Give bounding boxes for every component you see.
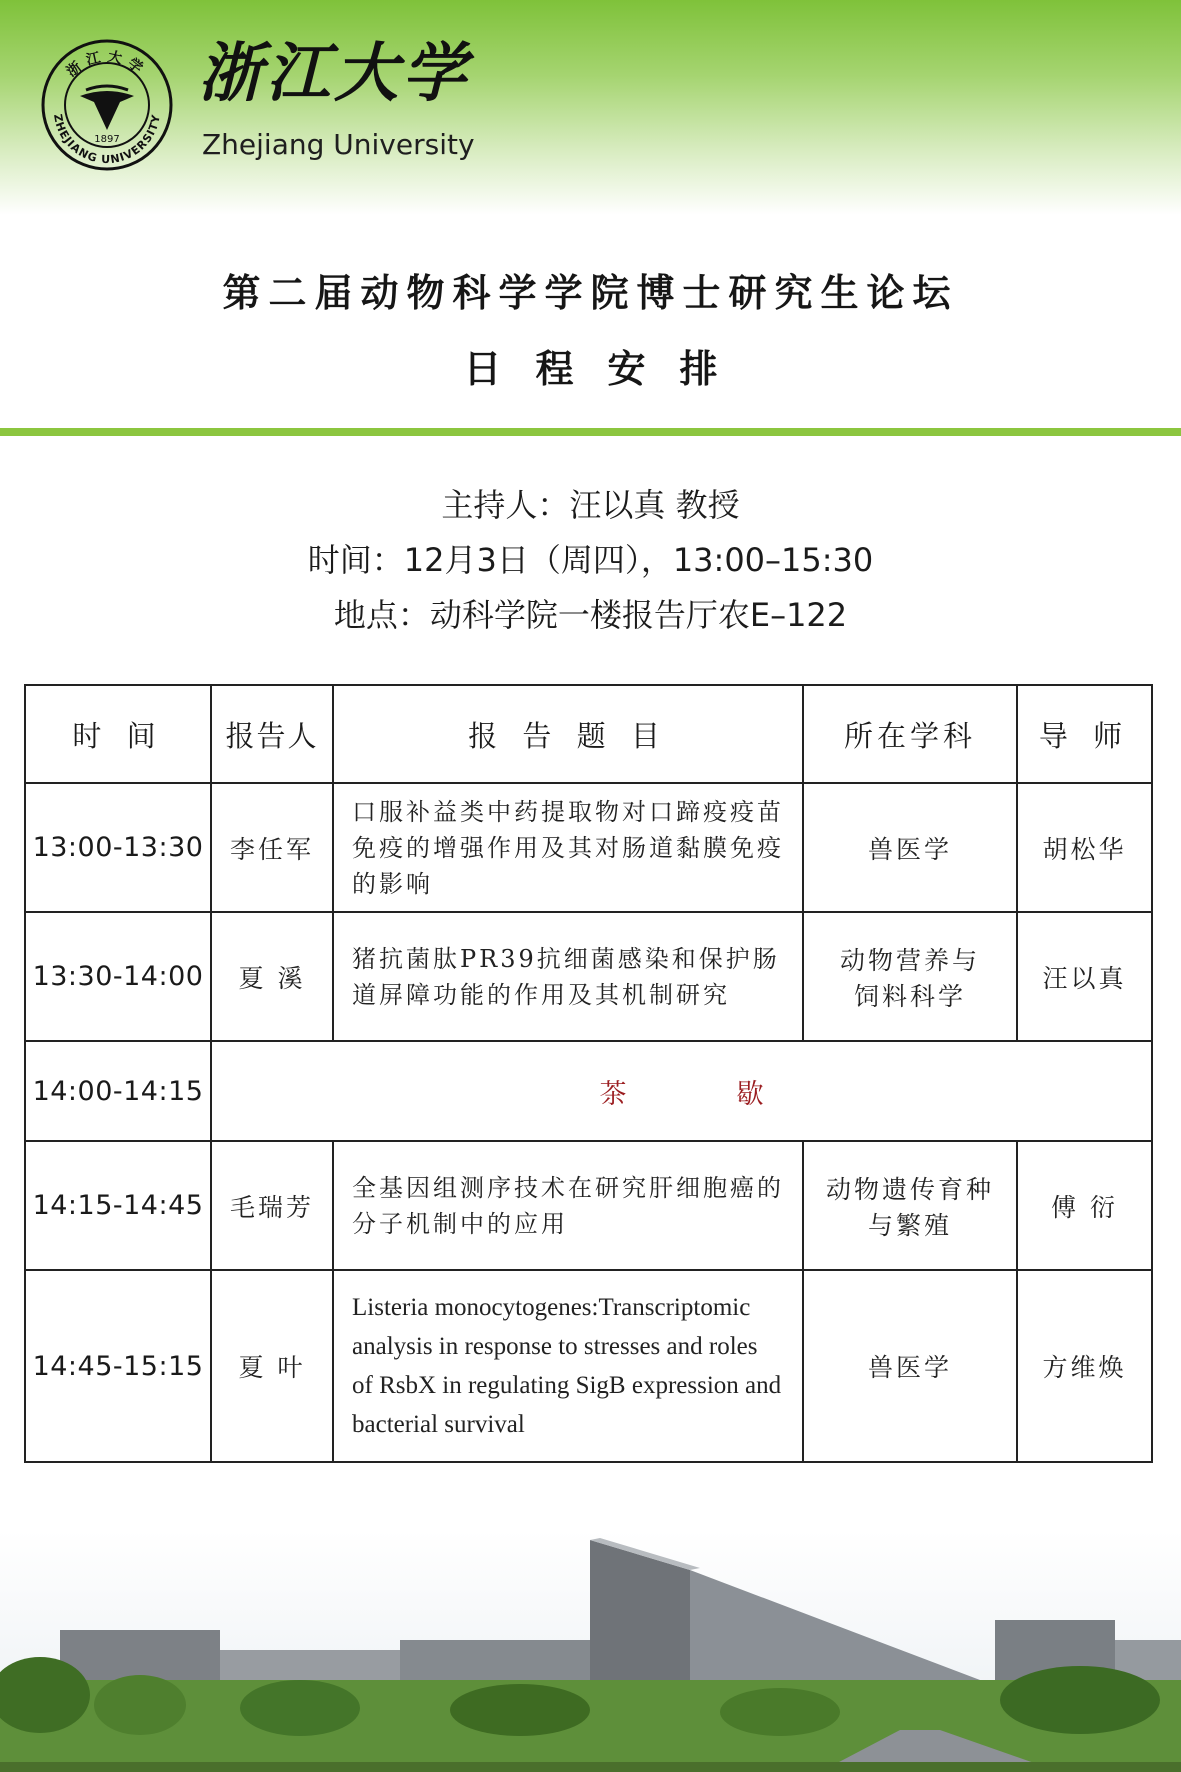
header-advisor: 导 师 — [1017, 685, 1152, 783]
table-row — [25, 1270, 1152, 1462]
row-advisor: 傅 衍 — [1017, 1141, 1152, 1270]
row-time: 14:15-14:45 — [25, 1141, 211, 1270]
university-name-en: Zhejiang University — [202, 128, 475, 161]
table-row — [25, 912, 1152, 1041]
campus-illustration — [0, 1530, 1181, 1772]
header-topic: 报 告 题 目 — [333, 685, 803, 783]
row-time: 14:45-15:15 — [25, 1270, 211, 1462]
row-topic: 猪抗菌肽PR39抗细菌感染和保护肠道屏障功能的作用及其机制研究 — [333, 912, 803, 1041]
row-topic: 口服补益类中药提取物对口蹄疫疫苗免疫的增强作用及其对肠道黏膜免疫的影响 — [333, 783, 803, 912]
seal-text-top: 浙江大学 — [63, 48, 151, 81]
page-subtitle: 日程安排 — [463, 347, 752, 391]
row-advisor: 方维焕 — [1017, 1270, 1152, 1462]
row-topic: 全基因组测序技术在研究肝细胞癌的分子机制中的应用 — [333, 1141, 803, 1270]
university-seal — [40, 38, 174, 172]
schedule-table — [24, 684, 1153, 1463]
row-speaker: 夏 叶 — [211, 1270, 333, 1462]
row-department: 动物营养与饲料科学 — [803, 912, 1017, 1041]
row-time: 13:30-14:00 — [25, 912, 211, 1041]
svg-text:浙江大学 — [63, 48, 151, 80]
tea-break-label: 茶歇 — [211, 1041, 1152, 1141]
header-speaker: 报告人 — [211, 685, 333, 783]
table-row-break — [25, 1041, 1152, 1141]
table-header-row — [25, 685, 1152, 783]
row-speaker: 毛瑞芳 — [211, 1141, 333, 1270]
header-banner — [0, 0, 1181, 215]
row-topic: Listeria monocytogenes:Transcriptomic analysis in response to stresses and roles of RsbX in regulating SigB expression and bacterial survival — [333, 1270, 803, 1462]
venue-line: 地点：动科学院一楼报告厅农E–122 — [333, 596, 848, 634]
header-time: 时 间 — [25, 685, 211, 783]
row-department: 兽医学 — [803, 1270, 1017, 1462]
header-department: 所在学科 — [803, 685, 1017, 783]
row-department: 兽医学 — [803, 783, 1017, 912]
table-row — [25, 1141, 1152, 1270]
row-speaker: 李任军 — [211, 783, 333, 912]
time-line: 时间：12月3日（周四），13:00–15:30 — [307, 541, 874, 579]
seal-year: 1897 — [94, 134, 120, 145]
header-divider — [0, 428, 1181, 436]
row-speaker: 夏 溪 — [211, 912, 333, 1041]
university-name-cn: 浙江大学 — [198, 36, 470, 111]
table-row — [25, 783, 1152, 912]
row-time: 14:00-14:15 — [25, 1041, 211, 1141]
seal-text-bottom: ZHEJIANG UNIVERSITY — [51, 113, 163, 167]
row-advisor: 汪以真 — [1017, 912, 1152, 1041]
row-time: 13:00-13:30 — [25, 783, 211, 912]
page-title: 第二届动物科学学院博士研究生论坛 — [222, 271, 959, 315]
row-advisor: 胡松华 — [1017, 783, 1152, 912]
host-line: 主持人：汪以真 教授 — [441, 486, 740, 524]
row-department: 动物遗传育种与繁殖 — [803, 1141, 1017, 1270]
